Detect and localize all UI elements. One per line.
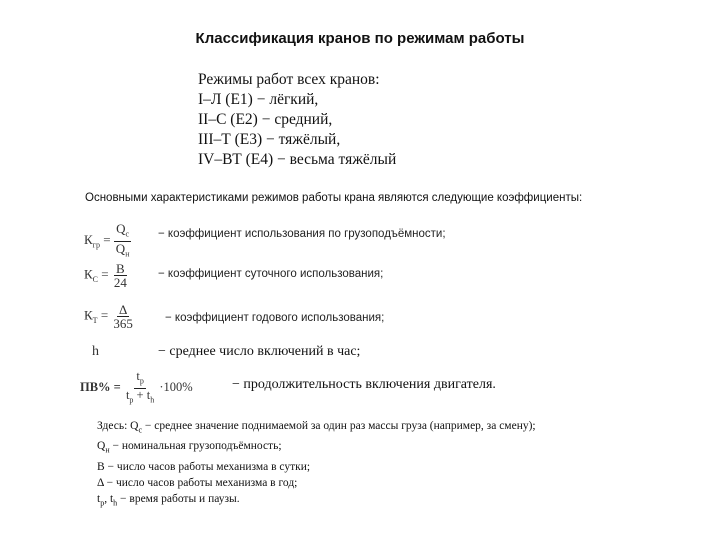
note5-text: − время работы и паузы. [117,492,240,505]
note2-text: − номинальная грузоподъёмность; [109,440,282,453]
pv-den-b-sub: h [150,395,155,404]
note5-a-sub: р [100,497,105,507]
pv-desc: − продолжительность включения двигателя. [232,377,496,392]
note1-text: − среднее значение поднимаемой за один раз массы груза (например, за смену); [142,420,536,432]
kc-desc: − коэффициент суточного использования; [158,268,384,280]
pv-num-sub: р [139,376,144,386]
note-line-1 [97,418,536,438]
pv-den-b: t [146,387,151,402]
pv-den-a: t [125,387,130,402]
formula-pv [80,370,193,406]
pv-fraction [124,370,156,406]
note1-prefix: Здесь: Q [97,420,139,432]
note1-sub: с [138,425,143,435]
formula-kc: $К_С$ = $\frac{В}{24}$ [84,261,127,290]
kc-num: В [116,261,125,276]
note2-sub: н [105,445,110,455]
notes-block [97,418,536,511]
kc-lhs: К [84,266,93,282]
note-line-3: В − число часов работы механизма в сутки; [97,460,311,473]
kgr-fraction [114,222,132,260]
kt-fraction [111,303,135,330]
pv-num: t [136,369,140,383]
mode-item-2: II–С (Е2) − средний, [198,111,333,128]
note5-b-sub: h [113,497,118,507]
mode-item-3: III–Т (Е3) − тяжёлый, [198,131,341,148]
kgr-lhs-sub: гр [92,240,100,250]
kt-num: Δ [118,302,128,317]
note2-prefix: Q [97,440,106,453]
kt-desc: − коэффициент годового использования; [165,312,385,324]
kt-lhs-sub: Т [92,316,98,326]
kc-fraction [112,262,129,289]
kgr-desc: − коэффициент использования по грузоподъёмности; [158,228,446,240]
kt-lhs: К [84,307,93,323]
note-line-2 [97,438,536,458]
kgr-num-sub: с [125,229,130,239]
pv-den-a-sub: р [129,395,134,404]
mode-item-4: IV–ВТ (Е4) − весьма тяжёлый [198,151,397,168]
pv-lhs: ПВ% = [80,379,121,394]
h-symbol: h [92,344,99,359]
note-line-5 [97,491,536,511]
kgr-den: Q [115,240,126,256]
pv-rhs: ·100% [159,379,193,394]
kgr-num: Q [116,221,126,236]
kc-den: 24 [113,275,127,290]
kc-lhs-sub: С [92,275,99,285]
pv-den-plus: + [136,387,144,402]
kt-den: 365 [113,316,133,331]
kgr-den-sub: н [125,249,130,259]
formula-kgr: $К_{гр}$ = $\frac{Q_с}{Q_н}$ [84,221,130,259]
formula-kt: $К_Т$ = $\frac{\Delta}{365}$ [84,302,133,331]
mode-item-1: I–Л (Е1) − лёгкий, [198,91,319,108]
modes-list [198,70,396,170]
h-desc: − среднее число включений в час; [158,344,361,359]
note5-sep: , t [104,492,114,505]
note-line-4: Δ − число часов работы механизма в год; [97,476,298,489]
page-title: Классификация кранов по режимам работы [195,30,525,47]
modes-heading: Режимы работ всех кранов: [198,71,380,88]
intro-text: Основными характеристиками режимов работы крана являются следующие коэффициенты: [85,192,583,204]
kgr-lhs: К [84,232,93,248]
note5-a: t [97,492,101,505]
